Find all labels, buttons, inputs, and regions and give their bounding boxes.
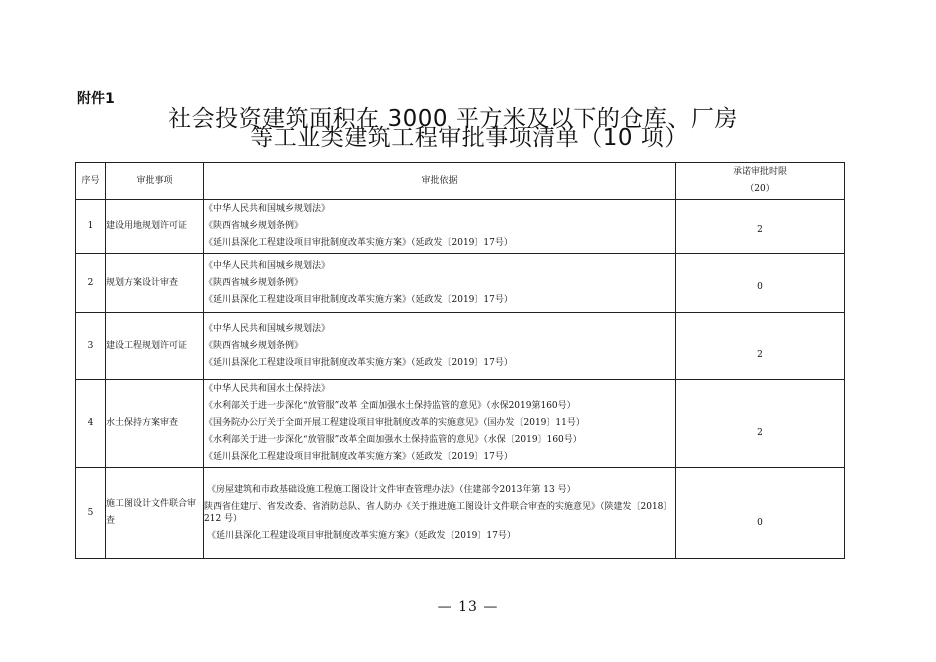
row-limit-value: 2	[757, 225, 763, 235]
basis-line: 《延川县深化工程建设项目审批制度改革实施方案》（延政发〔2019〕17号）	[204, 357, 513, 368]
row-limit-value: 2	[757, 349, 763, 360]
row-basis	[204, 313, 676, 380]
row-limit	[676, 200, 845, 254]
row-limit	[676, 313, 845, 380]
row-basis	[204, 200, 676, 254]
document-title-line2: 等工业类建筑工程审批事项清单（10 项）	[250, 125, 688, 151]
table-header-row	[76, 163, 845, 200]
basis-line: 《水利部关于进一步深化“放管服”改革 全面加强水土保持监管的意见》（水保2019第160号）	[204, 401, 576, 411]
row-limit	[676, 468, 845, 559]
row-basis	[204, 254, 676, 313]
row-item: 建设工程规划许可证	[106, 313, 204, 380]
basis-line: 《陕西省城乡规划条例》	[204, 340, 304, 351]
basis-line: 《陕西省城乡规划条例》	[204, 277, 304, 288]
row-limit	[676, 254, 845, 313]
basis-line: 《国务院办公厅关于全面开展工程建设项目审批制度改革的实施意见》（国办发〔2019〕11号）	[204, 418, 585, 428]
row-basis	[204, 468, 676, 559]
row-no: 3	[76, 313, 106, 380]
row-basis	[204, 380, 676, 468]
row-limit-value: 0	[757, 281, 763, 292]
basis-line: 《延川县深化工程建设项目审批制度改革实施方案》（延政发〔2019〕17号）	[204, 452, 513, 462]
basis-line: 《延川县深化工程建设项目审批制度改革实施方案》（延政发〔2019〕17号）	[207, 530, 516, 541]
header-limit-label: 承诺审批时限	[732, 167, 787, 177]
basis-line: 《陕西省城乡规划条例》	[204, 221, 304, 231]
table-row	[76, 380, 845, 468]
table-row	[76, 313, 845, 380]
table-row	[76, 200, 845, 254]
row-limit-value: 0	[757, 517, 763, 528]
table-row	[76, 254, 845, 313]
header-item: 审批事项	[106, 163, 204, 200]
header-limit-days: （20）	[745, 184, 775, 194]
row-limit-value: 2	[757, 428, 763, 438]
row-item: 水土保持方案审查	[106, 380, 204, 468]
attachment-label: 附件1	[77, 91, 115, 107]
row-no: 4	[76, 380, 106, 468]
row-item: 建设用地规划许可证	[106, 200, 204, 254]
basis-line: 《延川县深化工程建设项目审批制度改革实施方案》（延政发〔2019〕17号）	[204, 238, 513, 248]
header-no: 序号	[76, 163, 106, 200]
basis-line: 陕西省住建厅、省发改委、省消防总队、省人防办《关于推进施工图设计文件联合审查的实施意见》（陕建发〔2018〕212 号）	[204, 501, 673, 524]
basis-line: 《中华人民共和国城乡规划法》	[204, 260, 331, 271]
table-row	[76, 468, 845, 559]
basis-line: 《房屋建筑和市政基础设施工程施工图设计文件审查管理办法》（住建部令2013年第 13 号）	[207, 484, 576, 495]
row-item: 施工图设计文件联合审查	[106, 468, 204, 559]
header-limit	[676, 163, 845, 200]
row-limit	[676, 380, 845, 468]
header-basis: 审批依据	[204, 163, 676, 200]
basis-line: 《延川县深化工程建设项目审批制度改革实施方案》（延政发〔2019〕17号）	[204, 294, 513, 305]
row-no: 1	[76, 200, 106, 254]
basis-line: 《中华人民共和国城乡规划法》	[204, 204, 331, 214]
row-no: 2	[76, 254, 106, 313]
document-title-line1: 社会投资建筑面积在 3000 平方米及以下的仓库、厂房	[168, 106, 738, 132]
approval-items-table	[75, 162, 845, 559]
row-no: 5	[76, 468, 106, 559]
basis-line: 《水利部关于进一步深化“放管服”改革全面加强水土保持监管的意见》（水保〔2019〕160号）	[204, 435, 582, 445]
row-item: 规划方案设计审查	[106, 254, 204, 313]
page-number: — 13 —	[437, 599, 499, 615]
basis-line: 《中华人民共和国水土保持法》	[204, 384, 331, 394]
basis-line: 《中华人民共和国城乡规划法》	[204, 323, 331, 334]
